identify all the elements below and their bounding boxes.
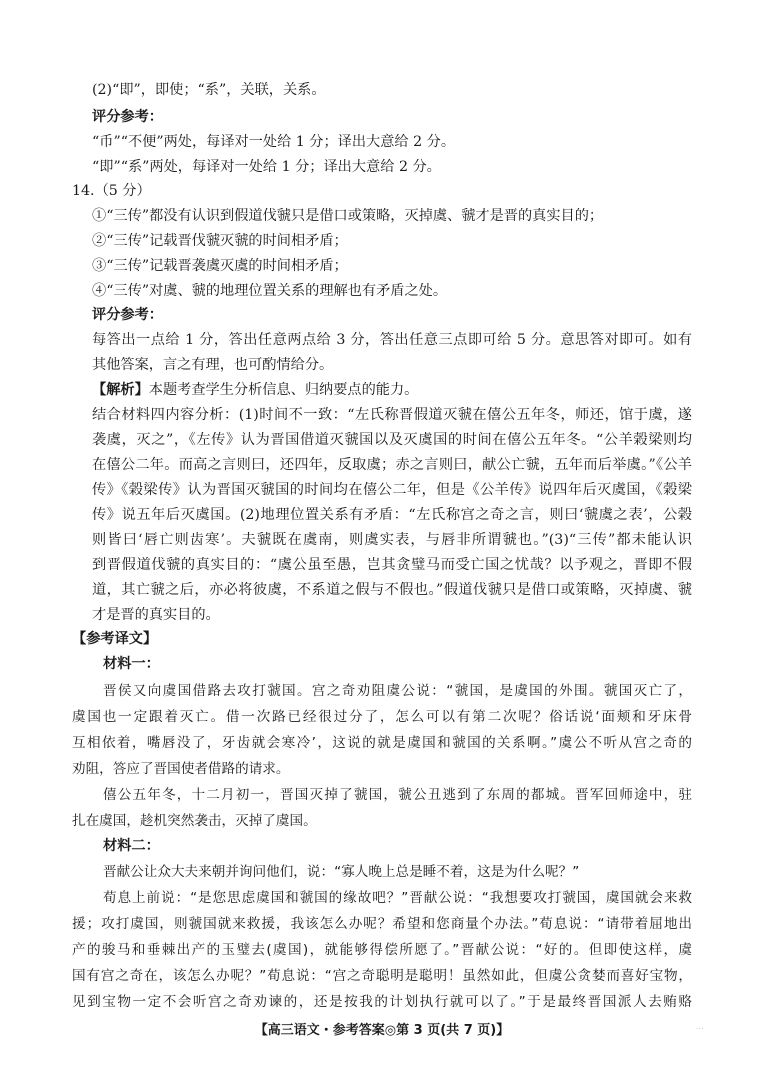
q14-heading: 14.（5 分） — [72, 183, 151, 199]
analysis-line: 道，其亡虢之后，亦必将彼虞，不系道之假与不假也。”假道伐虢只是借口或策略，灭掉虞、虢 — [92, 582, 692, 598]
analysis-line: 到晋假道伐虢的真实目的：“虞公虽至愚，岂其贪璧马而受亡国之忧哉？以予观之，晋即不假 — [92, 557, 692, 573]
material2-line: 援；攻打虞国，则虢国就来救援，我该怎么办呢？希望和您商量个办法。”荀息说：“请带着屈地出 — [72, 916, 692, 932]
material1-label: 材料一： — [103, 656, 160, 672]
analysis-line: 在僖公二年。而高之言则曰，还四年，反取虞；赤之言则曰，献公亡虢，五年而后举虞。”《公羊 — [92, 457, 692, 473]
analysis-line: 则皆曰‘唇亡则齿寒’。夫虢既在虞南，则虞实表，与唇非所谓虢也。”(3)“三传”都未能认识 — [92, 532, 692, 548]
analysis-line: 传》《榖梁传》认为晋国灭虢国的时间均在僖公二年，但是《公羊传》说四年后灭虞国，《榖梁 — [92, 482, 692, 498]
q14-point: ④“三传”对虞、虢的地理位置关系的理解也有矛盾之处。 — [92, 283, 448, 299]
translation-title: 【参考译文】 — [72, 631, 158, 647]
q14-score-title: 评分参考： — [92, 307, 163, 323]
q13-score-line: “币”“不便”两处，每译对一处给 1 分；译出大意给 2 分。 — [92, 134, 456, 150]
analysis-line: 袭虞，灭之”，《左传》认为晋国借道灭虢国以及灭虞国的时间在僖公五年冬。“公羊榖梁则均 — [92, 432, 692, 448]
analysis-line: 传》说五年后灭虞国。(2)地理位置关系有矛盾：“左氏称宫之奇之言，则曰‘虢虞之表’，公榖 — [92, 507, 692, 523]
material2-line: 国有宫之奇在，该怎么办呢？”荀息说：“宫之奇聪明是聪明！虽然如此，但虞公贪婪而喜好宝物， — [72, 968, 692, 984]
analysis-line: 才是晋的真实目的。 — [92, 607, 220, 623]
material1-line: 扎在虞国，趁机突然袭击，灭掉了虞国。 — [72, 813, 317, 829]
q14-score-line: 其他答案，言之有理，也可酌情给分。 — [92, 357, 334, 373]
q13-score-title: 评分参考： — [92, 109, 163, 125]
analysis-intro: 本题考查学生分析信息、归纳要点的能力。 — [148, 382, 419, 398]
page-footer: 【高三语文・参考答案◎第 3 页(共 7 页)】 — [254, 1023, 510, 1038]
material2-line: 荀息上前说：“是您思虑虞国和虢国的缘故吧？”晋献公说：“我想要攻打虢国，虞国就会来救 — [103, 890, 692, 906]
q14-point: ③“三传”记载晋袭虞灭虞的时间相矛盾； — [92, 258, 348, 274]
material2-label: 材料二： — [103, 838, 160, 854]
material2-line: 产的骏马和垂棘出产的玉璧去(虞国)，就能够得偿所愿了。”晋献公说：“好的。但即使这样，虞 — [72, 942, 692, 958]
corner-mark: ... — [695, 1022, 704, 1032]
q14-point: ①“三传”都没有认识到假道伐虢只是借口或策略，灭掉虞、虢才是晋的真实目的； — [92, 208, 604, 224]
material1-line: 劝阻，答应了晋国使者借路的请求。 — [72, 761, 290, 777]
q14-score-line: 每答出一点给 1 分，答出任意两点给 3 分，答出任意三点即可给 5 分。意思答对即可。如有 — [92, 332, 692, 348]
analysis-intro-line — [92, 380, 418, 400]
material1-line: 晋侯又向虞国借路去攻打虢国。宫之奇劝阻虞公说：“虢国，是虞国的外围。虢国灭亡了， — [103, 683, 692, 699]
analysis-line: 结合材料四内容分析：(1)时间不一致：“左氏称晋假道灭虢在僖公五年冬，师还，馆于虞，遂 — [92, 407, 692, 423]
analysis-label: 【解析】 — [92, 382, 149, 398]
q14-point: ②“三传”记载晋伐虢灭虢的时间相矛盾； — [92, 233, 348, 249]
material1-line: 虞国也一定跟着灭亡。借一次路已经很过分了，怎么可以有第二次呢？俗话说‘面颊和牙床骨 — [72, 709, 692, 725]
material2-line: 晋献公让众大夫来朝并询问他们，说：“寡人晚上总是睡不着，这是为什么呢？” — [103, 864, 580, 880]
material1-line: 互相依着，嘴唇没了，牙齿就会寒冷’，这说的就是虞国和虢国的关系啊。”虞公不听从宫之奇的 — [72, 735, 692, 751]
q13-answer-line: (2)“即”，即使；“系”，关联，关系。 — [92, 82, 326, 98]
material1-line: 僖公五年冬，十二月初一，晋国灭掉了虢国，虢公丑逃到了东周的都城。晋军回师途中，驻 — [103, 787, 692, 803]
material2-line: 见到宝物一定不会听宫之奇劝谏的，还是按我的计划执行就可以了。”于是最终晋国派人去贿赂 — [72, 994, 692, 1010]
q13-score-line: “即”“系”两处，每译对一处给 1 分；译出大意给 2 分。 — [92, 159, 441, 175]
